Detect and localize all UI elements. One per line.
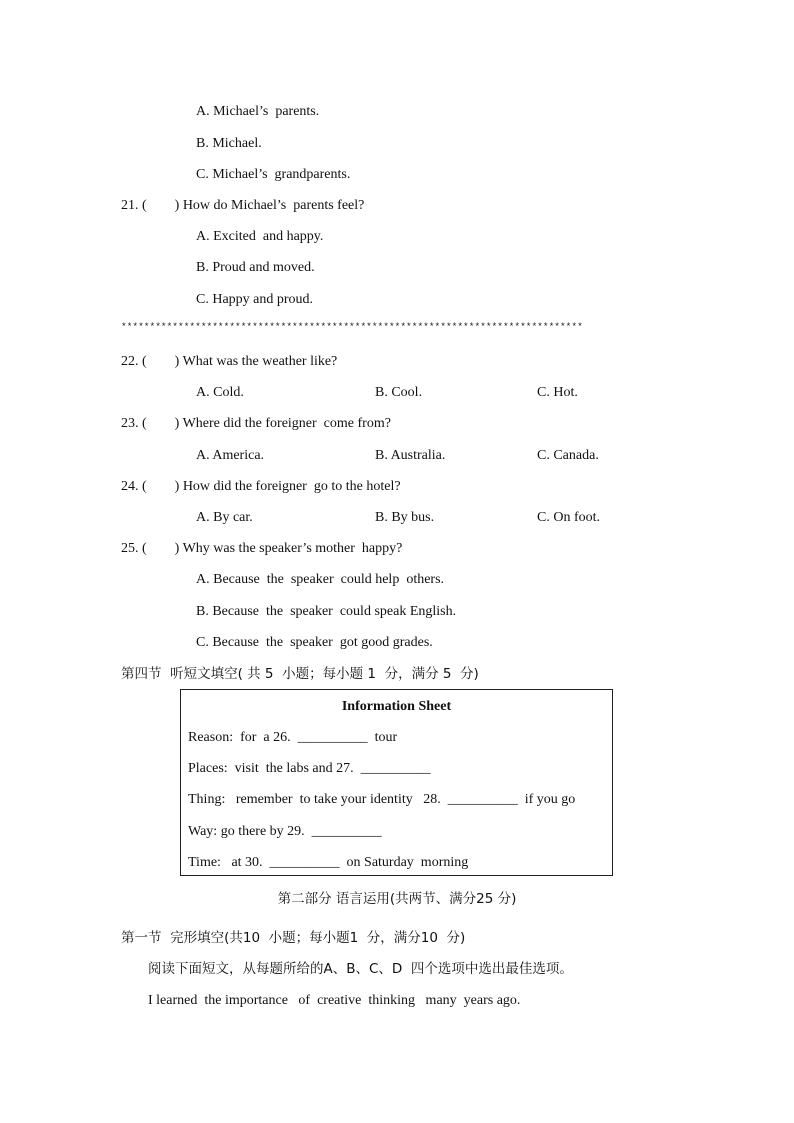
information-sheet-title: Information Sheet xyxy=(341,699,452,714)
q25-option-c: C. Because the speaker got good grades. xyxy=(196,635,433,650)
q21-option-c: C. Happy and proud. xyxy=(196,292,314,307)
q25-option-a: A. Because the speaker could help others. xyxy=(196,572,445,587)
cloze-instructions: 阅读下面短文，从每题所给的A、B、C、D 四个选项中选出最佳选项。 xyxy=(148,961,573,977)
q23-option-a: A. America. xyxy=(196,448,265,463)
q21-option-a: A. Excited and happy. xyxy=(196,229,324,244)
part2-title: 第二部分 语言运用(共两节、满分25 分) xyxy=(277,891,517,907)
separator-line: ********************************************************************************* xyxy=(121,321,583,332)
q23-stem: 23. ( ) Where did the foreigner come from? xyxy=(121,416,391,431)
q21-stem: 21. ( ) How do Michael’s parents feel? xyxy=(121,198,365,213)
q21-option-b: B. Proud and moved. xyxy=(196,260,315,275)
q25-option-b: B. Because the speaker could speak English. xyxy=(196,604,457,619)
info-time: Time: at 30. __________ on Saturday morning xyxy=(188,855,469,870)
info-places: Places: visit the labs and 27. __________ xyxy=(188,761,431,776)
q22-option-a: A. Cold. xyxy=(196,385,244,400)
q24-option-c: C. On foot. xyxy=(537,510,600,525)
q24-stem: 24. ( ) How did the foreigner go to the hotel? xyxy=(121,479,401,494)
q23-option-c: C. Canada. xyxy=(537,448,599,463)
q22-stem: 22. ( ) What was the weather like? xyxy=(121,354,338,369)
q20-option-a: A. Michael’s parents. xyxy=(196,104,320,119)
q22-option-b: B. Cool. xyxy=(375,385,423,400)
q20-option-c: C. Michael’s grandparents. xyxy=(196,167,351,182)
q24-option-a: A. By car. xyxy=(196,510,253,525)
q23-option-b: B. Australia. xyxy=(375,448,446,463)
information-sheet-box xyxy=(180,689,613,876)
q25-stem: 25. ( ) Why was the speaker’s mother happy? xyxy=(121,541,403,556)
section1-title: 第一节 完形填空(共10 小题；每小题1 分，满分10 分) xyxy=(121,930,466,946)
q22-option-c: C. Hot. xyxy=(537,385,578,400)
section4-title: 第四节 听短文填空( 共 5 小题；每小题 1 分，满分 5 分) xyxy=(121,666,479,682)
info-way: Way: go there by 29. __________ xyxy=(188,824,382,839)
passage-first-line: I learned the importance of creative thinking many years ago. xyxy=(148,993,521,1008)
q24-option-b: B. By bus. xyxy=(375,510,435,525)
q20-option-b: B. Michael. xyxy=(196,136,262,151)
info-thing: Thing: remember to take your identity 28. __________ if you go xyxy=(188,792,576,807)
info-reason: Reason: for a 26. __________ tour xyxy=(188,730,398,745)
